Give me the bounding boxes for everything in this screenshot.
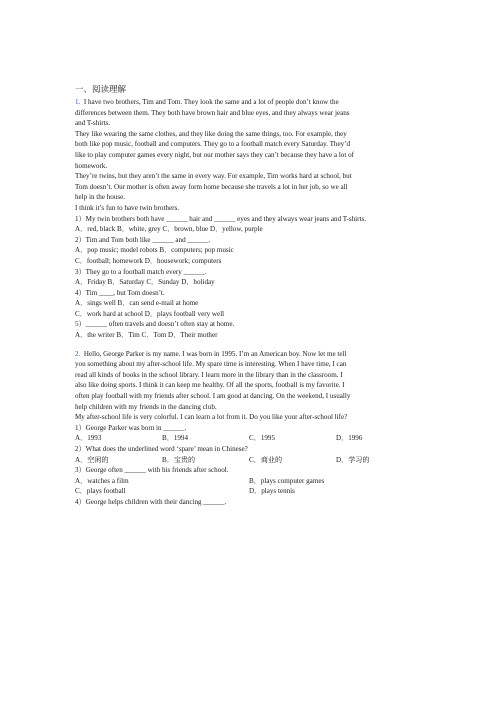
passage1-line-7: They’re twins, but they aren’t the same in every way. For example, Tim works hard at school, but: [75, 172, 352, 181]
passage2-line-3: also like doing sports. I think it can keep me healthy. Of all the sports, football is my favorite. I: [75, 381, 345, 390]
p1-question-4: 4）Tim ____, but Tom doesn’t.: [75, 288, 165, 297]
option-a: A．1993: [75, 434, 102, 443]
p1-question-4-options-a: A．sings well B．can send e-mail at home: [75, 299, 199, 308]
passage2-line-5: help children with my friends in the dancing club.: [75, 402, 217, 411]
passage1-line-0: 1. I have two brothers, Tim and Tom. They look the same and a lot of people don’t know the: [75, 98, 339, 106]
option-c: C．plays football: [75, 487, 126, 496]
p1-question-3: 3）They go to a football match every ______.: [75, 267, 207, 276]
p2-question-3-options-row2: [75, 486, 425, 497]
passage1-line-5: like to play computer games every night, but our mother says they can’t because they have a lot of: [75, 150, 355, 159]
passage2-line-0: 2. Hello, George Parker is my name. I was born in 1995. I’m an American boy. Now let me tell: [75, 349, 347, 358]
passage1-line-6: homework.: [75, 161, 108, 170]
p2-question-1-options: [75, 433, 425, 444]
p2-question-3-options-row1: [75, 476, 425, 487]
option-d: D．plays tennis: [249, 487, 295, 496]
option-b: B．宝贵的: [162, 455, 196, 464]
p1-question-5-options: A．the writer B．Tim C．Tom D．Their mother: [75, 331, 218, 340]
passage1-line-8: Tom doesn’t. Our mother is often away form home because she travels a lot in her job, so we all: [75, 182, 348, 191]
option-c: C．商业的: [249, 455, 283, 464]
passage2-line-2: read all kinds of books in the school library. I learn more in the library than in the classroom. I: [75, 370, 343, 379]
p2-question-3: 3）George often ______ with his friends after school.: [75, 466, 229, 475]
passage1-line-10: I think it’s fun to have twin brothers.: [75, 203, 180, 212]
p1-question-2-options-a: A．pop music; model robots B．computers; pop music: [75, 246, 234, 255]
option-a: A．空闲的: [75, 455, 109, 464]
option-d: D．学习的: [336, 455, 370, 464]
option-c: C．1995: [249, 434, 276, 443]
option-b: B．1994: [162, 434, 189, 443]
passage1-line-2: and T-shirts.: [75, 119, 111, 128]
passage1-line-4: both like pop music, football and computers. They go to a football match every Saturday. They’d: [75, 140, 351, 149]
passage1-line-3: They like wearing the same clothes, and they like doing the same things, too. For example, they: [75, 129, 347, 138]
option-a: A．watches a film: [75, 476, 129, 485]
p1-question-1-options: A．red, black B．white, grey C．brown, blue D．yellow, purple: [75, 225, 263, 234]
passage2-number: 2.: [75, 349, 81, 358]
passage2-line-1: you something about my after-school life. My spare time is interesting. When I have time, I can: [75, 360, 347, 369]
p2-question-2-options: [75, 455, 425, 466]
passage2-line-6: My after-school life is very colorful. I can learn a lot from it. Do you like your after-school life?: [75, 413, 348, 422]
p2-question-2: 2）What does the underlined word ‘spare’ mean in Chinese?: [75, 445, 248, 453]
passage1-line-1: differences between them. They both have brown hair and blue eyes, and they always wear jeans: [75, 108, 350, 117]
option-d: D．1996: [336, 434, 363, 443]
passage1-line-9: help in the house.: [75, 193, 126, 202]
p1-question-2: 2）Tim and Tom both like ______ and ______.: [75, 235, 211, 244]
option-b: B．plays computer games: [249, 476, 325, 485]
p2-question-4: 4）George helps children with their dancing ______.: [75, 497, 227, 506]
passage1-number: 1.: [75, 98, 81, 106]
section-title: 一、阅读理解: [75, 84, 127, 94]
p2-question-1: 1）George Parker was born in ______.: [75, 423, 187, 432]
passage2-line-4: often play football with my friends after school. I am good at dancing. On the weekend, I usually: [75, 392, 351, 401]
p1-question-4-options-b: C．work hard at school D．plays football very well: [75, 309, 225, 318]
p1-question-1: 1）My twin brothers both have ______ hair and ______ eyes and they always wear jeans and T-shirts.: [75, 214, 366, 223]
document-content: [75, 84, 425, 508]
p1-question-3-options: A．Friday B．Saturday C．Sunday D．holiday: [75, 278, 215, 287]
p1-question-5: 5）______ often travels and doesn’t often stay at home.: [75, 320, 235, 329]
p1-question-2-options-b: C．football; homework D．housework; computers: [75, 256, 222, 265]
